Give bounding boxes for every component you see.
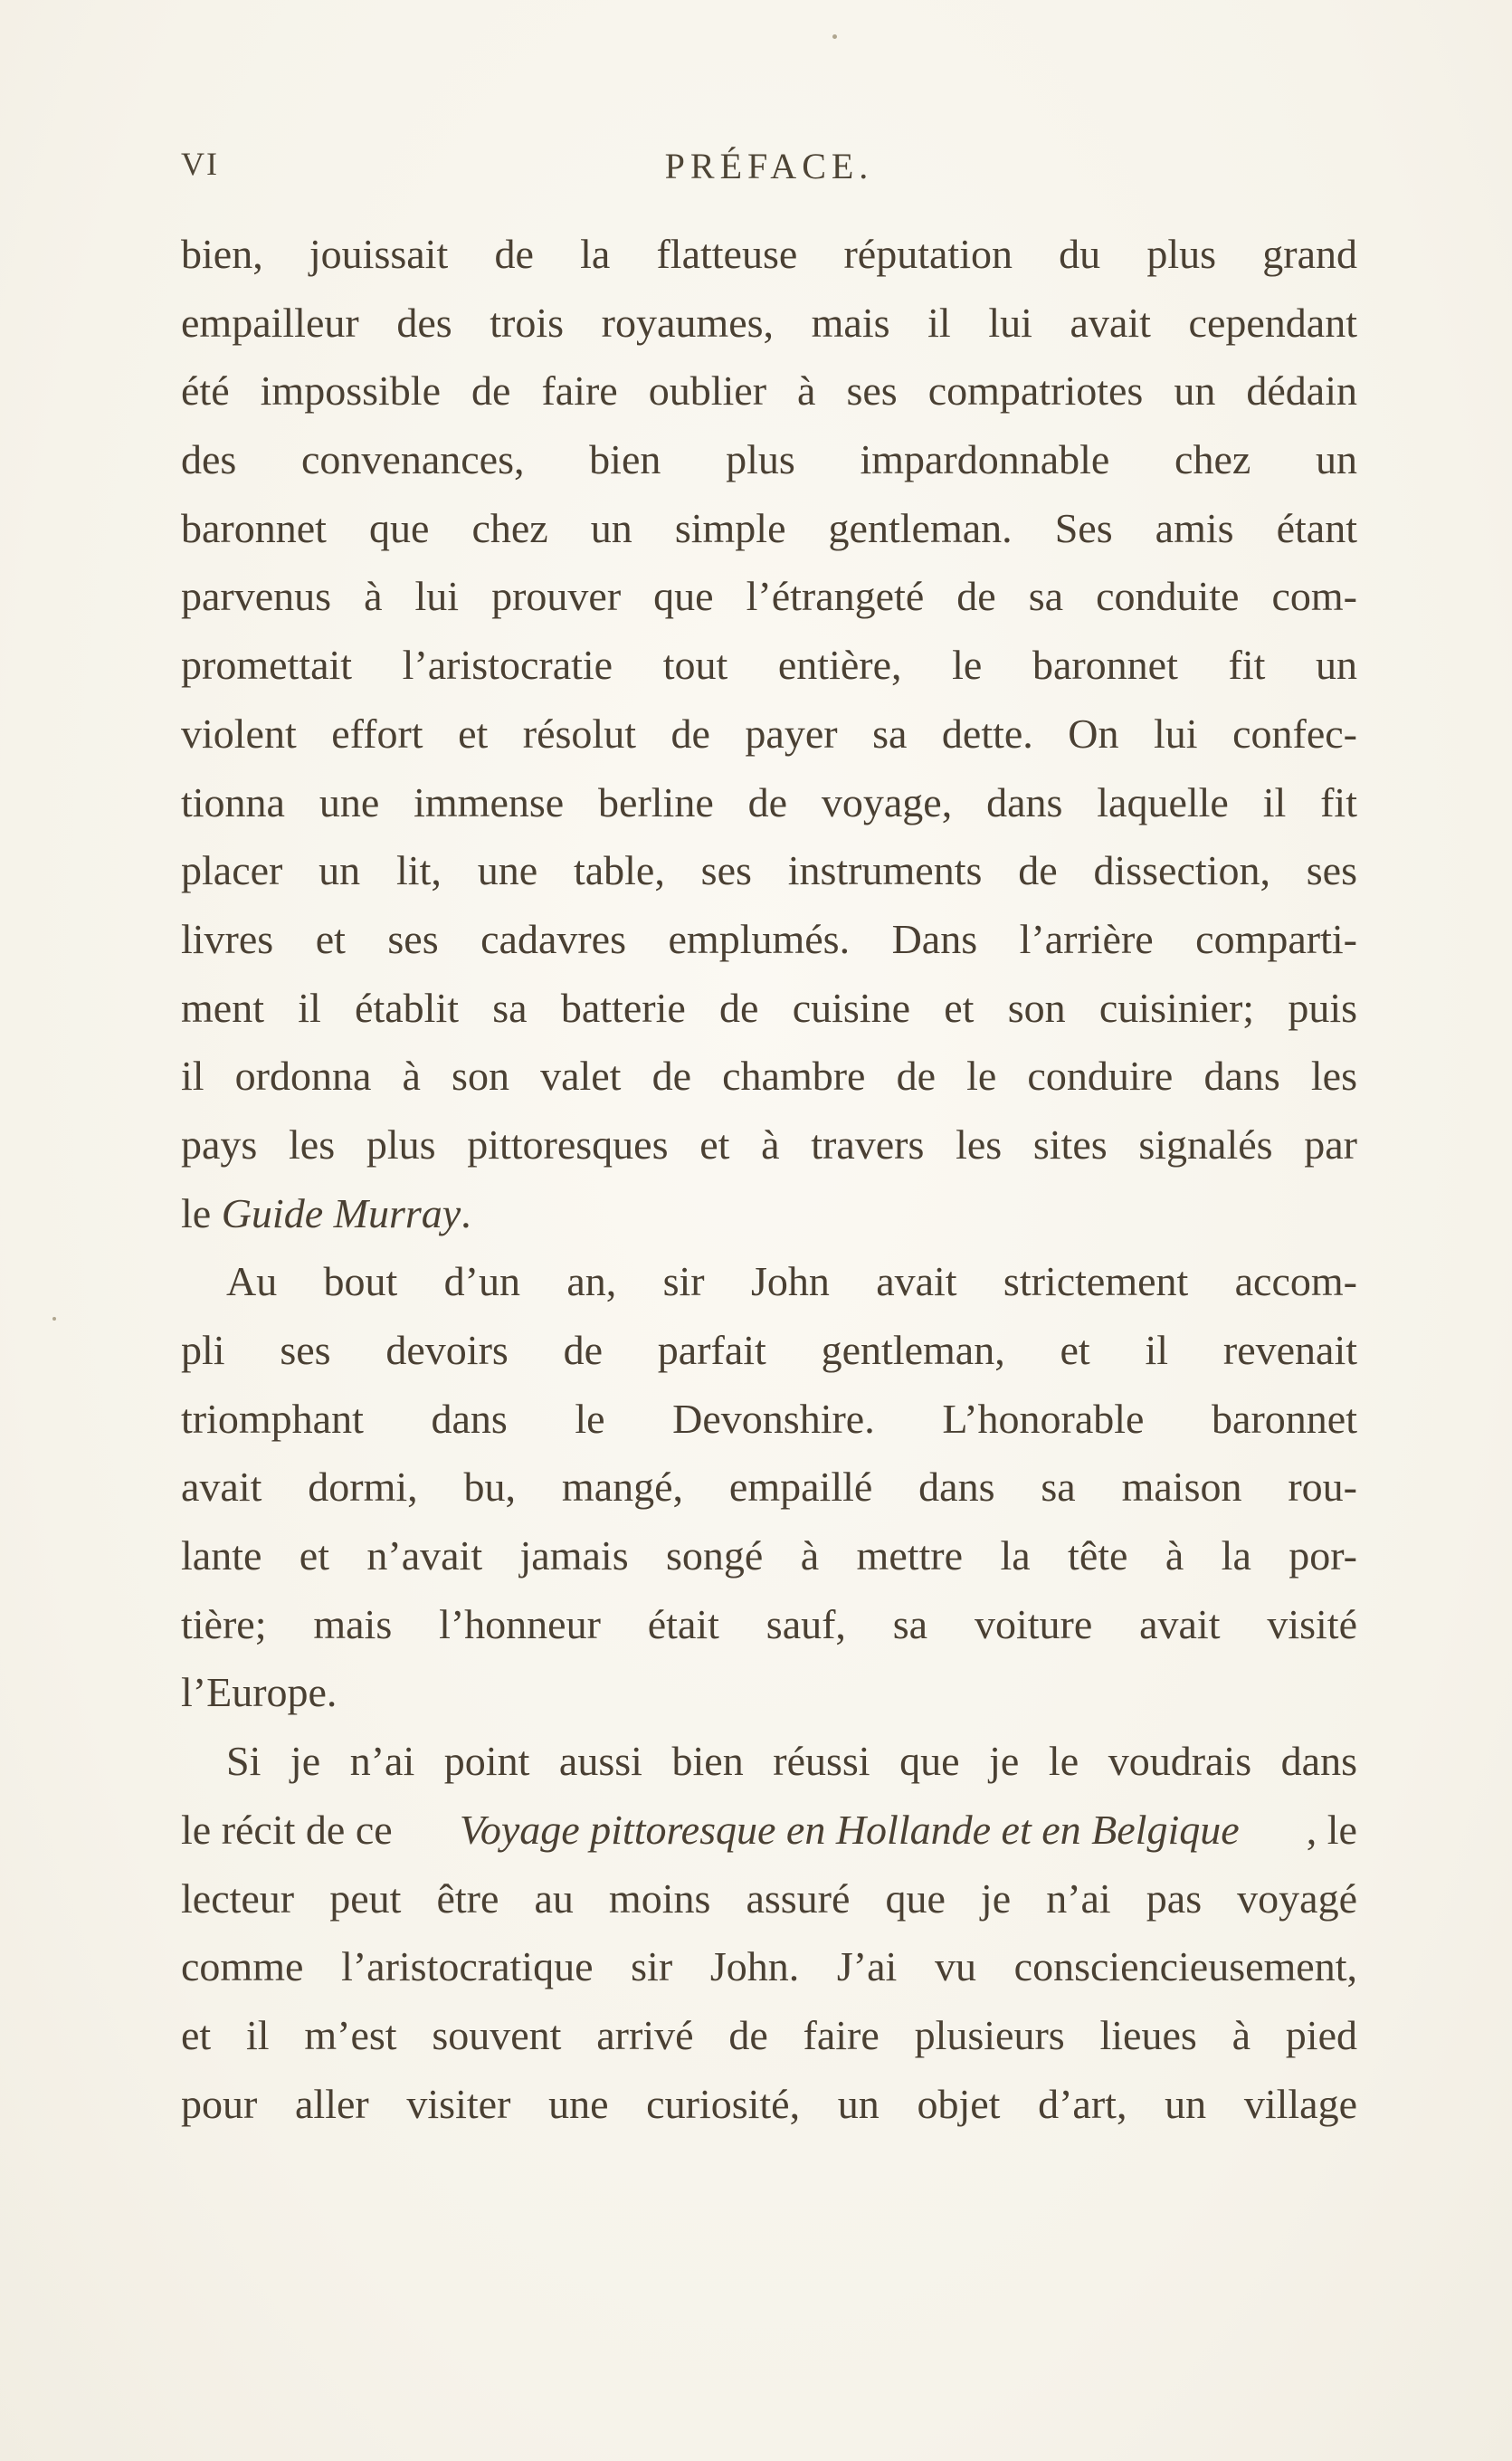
text-line: promettait l’aristocratie tout entière, le baronnet fit un [181, 642, 1357, 689]
text-fragment: le récit de ce [181, 1806, 393, 1853]
text-line: ment il établit sa batterie de cuisine et son cuisinier; puis [181, 984, 1357, 1031]
text-line: pour aller visiter une curiosité, un objet d’art, un village [181, 2080, 1357, 2127]
text-line: lante et n’avait jamais songé à mettre la tête à la por- [181, 1532, 1357, 1579]
text-line: tière; mais l’honneur était sauf, sa voiture avait visité [181, 1600, 1357, 1647]
text-line: Si je n’ai point aussi bien réussi que je le voudrais dans [226, 1738, 1357, 1785]
text-line: pays les plus pittoresques et à travers les sites signalés par [181, 1121, 1357, 1168]
text-line: l’Europe. [181, 1669, 338, 1716]
text-line: et il m’est souvent arrivé de faire plusieurs lieues à pied [181, 2011, 1357, 2058]
text-fragment: , le [1306, 1806, 1357, 1853]
text-fragment: . [461, 1189, 471, 1236]
text-line: lecteur peut être au moins assuré que je n’ai pas voyagé [181, 1874, 1357, 1922]
text-line: avait dormi, bu, mangé, empaillé dans sa maison rou- [181, 1464, 1357, 1511]
paragraph-3 [181, 1727, 1357, 2138]
paper-speck [832, 34, 837, 39]
paragraph-2 [181, 1247, 1357, 1727]
book-title-italic: Voyage pittoresque en Hollande et en Belgique [459, 1806, 1240, 1853]
text-line: empailleur des trois royaumes, mais il lui avait cependant [181, 299, 1357, 346]
text-line: tionna une immense berline de voyage, dans laquelle il fit [181, 778, 1357, 825]
text-line: triomphant dans le Devonshire. L’honorable baronnet [181, 1395, 1357, 1442]
text-line [181, 1796, 1357, 1865]
text-line: violent effort et résolut de payer sa dette. On lui confec- [181, 710, 1357, 757]
paragraph-1 [181, 220, 1357, 1247]
text-line: Au bout d’un an, sir John avait strictement accom- [226, 1258, 1357, 1305]
page-header [181, 145, 1357, 199]
text-line: parvenus à lui prouver que l’étrangeté de sa conduite com- [181, 573, 1357, 620]
book-title-italic: Guide Murray [221, 1189, 461, 1236]
text-fragment: le [181, 1189, 222, 1236]
body-text [181, 220, 1357, 2138]
text-line: comme l’aristocratique sir John. J’ai vu consciencieusement, [181, 1943, 1357, 1990]
text-line [181, 1179, 1357, 1248]
text-line: il ordonna à son valet de chambre de le conduire dans les [181, 1053, 1357, 1100]
text-line: pli ses devoirs de parfait gentleman, et il revenait [181, 1327, 1357, 1373]
text-line: livres et ses cadavres emplumés. Dans l’arrière comparti- [181, 915, 1357, 962]
text-line: des convenances, bien plus impardonnable chez un [181, 436, 1357, 483]
text-line: placer un lit, une table, ses instruments de dissection, ses [181, 847, 1357, 894]
text-line: été impossible de faire oublier à ses compatriotes un dédain [181, 367, 1357, 415]
text-line: bien, jouissait de la flatteuse réputation du plus grand [181, 231, 1357, 277]
running-title: PRÉFACE. [664, 146, 874, 186]
page-number: VI [181, 146, 219, 182]
paper-speck [52, 1317, 56, 1321]
text-line: baronnet que chez un simple gentleman. Ses amis étant [181, 504, 1357, 551]
